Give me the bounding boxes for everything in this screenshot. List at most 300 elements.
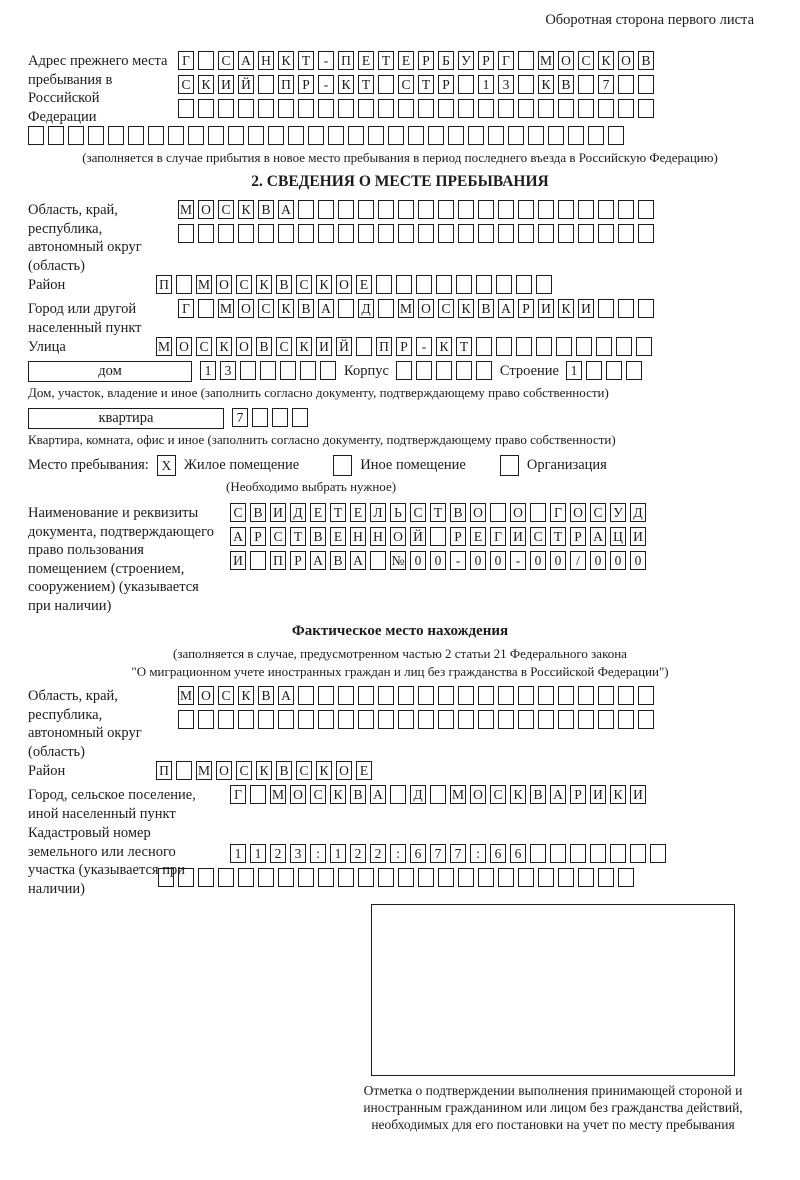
char-box[interactable]: К: [316, 761, 332, 780]
char-box[interactable]: У: [610, 503, 626, 522]
char-box[interactable]: 1: [330, 844, 346, 863]
char-box[interactable]: [108, 126, 124, 145]
char-box[interactable]: С: [178, 75, 194, 94]
char-box[interactable]: [198, 224, 214, 243]
char-box[interactable]: 1: [478, 75, 494, 94]
char-box[interactable]: [318, 686, 334, 705]
char-box[interactable]: [158, 868, 174, 887]
char-box[interactable]: М: [196, 275, 212, 294]
char-box[interactable]: [558, 686, 574, 705]
char-box[interactable]: [418, 868, 434, 887]
char-box[interactable]: О: [336, 275, 352, 294]
char-box[interactable]: [558, 868, 574, 887]
char-box[interactable]: [248, 126, 264, 145]
char-box[interactable]: [458, 868, 474, 887]
char-box[interactable]: [258, 99, 274, 118]
char-box[interactable]: В: [276, 761, 292, 780]
char-box[interactable]: А: [498, 299, 514, 318]
house-widebox[interactable]: дом: [28, 361, 192, 382]
char-box[interactable]: П: [156, 275, 172, 294]
char-box[interactable]: [438, 686, 454, 705]
char-box[interactable]: 1: [250, 844, 266, 863]
char-box[interactable]: [518, 224, 534, 243]
char-box[interactable]: [638, 686, 654, 705]
char-box[interactable]: О: [390, 527, 406, 546]
char-box[interactable]: Т: [358, 75, 374, 94]
char-box[interactable]: С: [590, 503, 606, 522]
char-box[interactable]: 0: [470, 551, 486, 570]
char-box[interactable]: [376, 275, 392, 294]
char-box[interactable]: [258, 710, 274, 729]
char-box[interactable]: [398, 686, 414, 705]
char-box[interactable]: О: [176, 337, 192, 356]
char-box[interactable]: [278, 710, 294, 729]
char-box[interactable]: 3: [498, 75, 514, 94]
char-box[interactable]: [488, 126, 504, 145]
char-box[interactable]: С: [530, 527, 546, 546]
char-box[interactable]: М: [178, 200, 194, 219]
char-box[interactable]: С: [310, 785, 326, 804]
char-box[interactable]: [208, 126, 224, 145]
char-box[interactable]: [218, 868, 234, 887]
char-box[interactable]: [318, 710, 334, 729]
char-box[interactable]: [168, 126, 184, 145]
char-box[interactable]: [178, 710, 194, 729]
char-box[interactable]: [496, 275, 512, 294]
char-box[interactable]: [478, 710, 494, 729]
char-box[interactable]: [536, 337, 552, 356]
char-box[interactable]: В: [310, 527, 326, 546]
char-box[interactable]: 0: [590, 551, 606, 570]
char-box[interactable]: [250, 785, 266, 804]
char-box[interactable]: [416, 275, 432, 294]
char-box[interactable]: [458, 710, 474, 729]
char-box[interactable]: [258, 224, 274, 243]
char-box[interactable]: [518, 51, 534, 70]
char-box[interactable]: [586, 361, 602, 380]
char-box[interactable]: К: [256, 761, 272, 780]
char-box[interactable]: М: [270, 785, 286, 804]
char-box[interactable]: [618, 200, 634, 219]
char-box[interactable]: [378, 710, 394, 729]
char-box[interactable]: -: [318, 75, 334, 94]
char-box[interactable]: [556, 337, 572, 356]
char-box[interactable]: М: [218, 299, 234, 318]
char-box[interactable]: [548, 126, 564, 145]
char-box[interactable]: О: [618, 51, 634, 70]
char-box[interactable]: Р: [250, 527, 266, 546]
char-box[interactable]: [638, 75, 654, 94]
char-box[interactable]: И: [630, 527, 646, 546]
char-box[interactable]: К: [256, 275, 272, 294]
char-box[interactable]: [476, 275, 492, 294]
char-box[interactable]: [318, 224, 334, 243]
char-box[interactable]: О: [418, 299, 434, 318]
char-box[interactable]: [538, 868, 554, 887]
char-box[interactable]: [458, 200, 474, 219]
char-box[interactable]: К: [316, 275, 332, 294]
char-box[interactable]: Д: [358, 299, 374, 318]
char-box[interactable]: К: [458, 299, 474, 318]
char-box[interactable]: [538, 200, 554, 219]
checkbox-organization[interactable]: [500, 455, 519, 476]
char-box[interactable]: [88, 126, 104, 145]
char-box[interactable]: [68, 126, 84, 145]
char-box[interactable]: [298, 99, 314, 118]
char-box[interactable]: [478, 99, 494, 118]
char-box[interactable]: И: [218, 75, 234, 94]
char-box[interactable]: [218, 99, 234, 118]
char-box[interactable]: Г: [550, 503, 566, 522]
char-box[interactable]: П: [338, 51, 354, 70]
char-box[interactable]: 7: [232, 408, 248, 427]
char-box[interactable]: Р: [570, 527, 586, 546]
char-box[interactable]: [498, 710, 514, 729]
char-box[interactable]: -: [318, 51, 334, 70]
char-box[interactable]: И: [316, 337, 332, 356]
char-box[interactable]: П: [270, 551, 286, 570]
char-box[interactable]: [570, 844, 586, 863]
char-box[interactable]: [430, 527, 446, 546]
char-box[interactable]: О: [216, 275, 232, 294]
char-box[interactable]: [378, 200, 394, 219]
char-box[interactable]: [558, 224, 574, 243]
char-box[interactable]: К: [278, 51, 294, 70]
char-box[interactable]: О: [198, 686, 214, 705]
char-box[interactable]: 6: [410, 844, 426, 863]
char-box[interactable]: [576, 337, 592, 356]
char-box[interactable]: [358, 224, 374, 243]
char-box[interactable]: [538, 224, 554, 243]
char-box[interactable]: Г: [178, 51, 194, 70]
char-box[interactable]: В: [638, 51, 654, 70]
char-box[interactable]: Р: [438, 75, 454, 94]
char-box[interactable]: [458, 75, 474, 94]
char-box[interactable]: [418, 686, 434, 705]
char-box[interactable]: [498, 200, 514, 219]
char-box[interactable]: Д: [410, 785, 426, 804]
char-box[interactable]: [438, 224, 454, 243]
char-box[interactable]: [618, 686, 634, 705]
char-box[interactable]: Ц: [610, 527, 626, 546]
char-box[interactable]: О: [236, 337, 252, 356]
char-box[interactable]: Г: [498, 51, 514, 70]
char-box[interactable]: В: [350, 785, 366, 804]
char-box[interactable]: [318, 868, 334, 887]
char-box[interactable]: У: [458, 51, 474, 70]
char-box[interactable]: [238, 224, 254, 243]
char-box[interactable]: [598, 200, 614, 219]
char-box[interactable]: [238, 710, 254, 729]
char-box[interactable]: [188, 126, 204, 145]
char-box[interactable]: К: [216, 337, 232, 356]
char-box[interactable]: [516, 337, 532, 356]
char-box[interactable]: В: [558, 75, 574, 94]
char-box[interactable]: [398, 200, 414, 219]
char-box[interactable]: :: [310, 844, 326, 863]
char-box[interactable]: [458, 99, 474, 118]
char-box[interactable]: [378, 224, 394, 243]
char-box[interactable]: [518, 710, 534, 729]
char-box[interactable]: [598, 686, 614, 705]
checkbox-other-premises[interactable]: [333, 455, 352, 476]
char-box[interactable]: [292, 408, 308, 427]
char-box[interactable]: [530, 844, 546, 863]
char-box[interactable]: [338, 224, 354, 243]
char-box[interactable]: И: [590, 785, 606, 804]
char-box[interactable]: [390, 785, 406, 804]
char-box[interactable]: К: [538, 75, 554, 94]
char-box[interactable]: И: [578, 299, 594, 318]
char-box[interactable]: [508, 126, 524, 145]
char-box[interactable]: [468, 126, 484, 145]
char-box[interactable]: [218, 710, 234, 729]
char-box[interactable]: [618, 299, 634, 318]
char-box[interactable]: В: [330, 551, 346, 570]
char-box[interactable]: [300, 361, 316, 380]
char-box[interactable]: [630, 844, 646, 863]
char-box[interactable]: 0: [630, 551, 646, 570]
char-box[interactable]: М: [398, 299, 414, 318]
char-box[interactable]: [538, 710, 554, 729]
char-box[interactable]: С: [236, 275, 252, 294]
char-box[interactable]: [178, 868, 194, 887]
char-box[interactable]: [496, 337, 512, 356]
char-box[interactable]: [558, 200, 574, 219]
char-box[interactable]: Б: [438, 51, 454, 70]
char-box[interactable]: Т: [378, 51, 394, 70]
char-box[interactable]: №: [390, 551, 406, 570]
char-box[interactable]: [398, 868, 414, 887]
char-box[interactable]: [478, 224, 494, 243]
char-box[interactable]: [598, 224, 614, 243]
char-box[interactable]: [318, 99, 334, 118]
char-box[interactable]: [636, 337, 652, 356]
char-box[interactable]: А: [318, 299, 334, 318]
char-box[interactable]: [536, 275, 552, 294]
char-box[interactable]: -: [450, 551, 466, 570]
char-box[interactable]: А: [350, 551, 366, 570]
char-box[interactable]: [618, 710, 634, 729]
char-box[interactable]: 2: [350, 844, 366, 863]
char-box[interactable]: К: [436, 337, 452, 356]
char-box[interactable]: 6: [510, 844, 526, 863]
char-box[interactable]: О: [216, 761, 232, 780]
char-box[interactable]: [578, 75, 594, 94]
char-box[interactable]: [198, 51, 214, 70]
char-box[interactable]: [368, 126, 384, 145]
char-box[interactable]: И: [230, 551, 246, 570]
char-box[interactable]: [516, 275, 532, 294]
char-box[interactable]: К: [296, 337, 312, 356]
char-box[interactable]: [338, 299, 354, 318]
char-box[interactable]: [298, 710, 314, 729]
char-box[interactable]: [298, 686, 314, 705]
char-box[interactable]: /: [570, 551, 586, 570]
char-box[interactable]: Г: [490, 527, 506, 546]
char-box[interactable]: [198, 299, 214, 318]
char-box[interactable]: [598, 868, 614, 887]
char-box[interactable]: [578, 710, 594, 729]
checkbox-residential[interactable]: X: [157, 455, 176, 476]
char-box[interactable]: М: [178, 686, 194, 705]
char-box[interactable]: [358, 710, 374, 729]
char-box[interactable]: [578, 224, 594, 243]
char-box[interactable]: [398, 710, 414, 729]
char-box[interactable]: Й: [238, 75, 254, 94]
char-box[interactable]: П: [278, 75, 294, 94]
char-box[interactable]: [148, 126, 164, 145]
apartment-widebox[interactable]: квартира: [28, 408, 224, 429]
char-box[interactable]: [430, 785, 446, 804]
char-box[interactable]: [408, 126, 424, 145]
char-box[interactable]: [596, 337, 612, 356]
char-box[interactable]: К: [510, 785, 526, 804]
char-box[interactable]: [318, 200, 334, 219]
char-box[interactable]: [128, 126, 144, 145]
char-box[interactable]: В: [478, 299, 494, 318]
char-box[interactable]: [518, 75, 534, 94]
char-box[interactable]: [48, 126, 64, 145]
char-box[interactable]: [358, 686, 374, 705]
char-box[interactable]: 7: [430, 844, 446, 863]
char-box[interactable]: [298, 200, 314, 219]
char-box[interactable]: А: [278, 200, 294, 219]
char-box[interactable]: [176, 761, 192, 780]
char-box[interactable]: [252, 408, 268, 427]
char-box[interactable]: [598, 99, 614, 118]
char-box[interactable]: [198, 710, 214, 729]
char-box[interactable]: 0: [490, 551, 506, 570]
char-box[interactable]: О: [558, 51, 574, 70]
char-box[interactable]: Т: [430, 503, 446, 522]
char-box[interactable]: [618, 99, 634, 118]
char-box[interactable]: [530, 503, 546, 522]
char-box[interactable]: [578, 200, 594, 219]
char-box[interactable]: О: [290, 785, 306, 804]
char-box[interactable]: А: [230, 527, 246, 546]
char-box[interactable]: С: [258, 299, 274, 318]
char-box[interactable]: [358, 99, 374, 118]
char-box[interactable]: [260, 361, 276, 380]
char-box[interactable]: [378, 868, 394, 887]
char-box[interactable]: С: [296, 275, 312, 294]
char-box[interactable]: [626, 361, 642, 380]
char-box[interactable]: А: [238, 51, 254, 70]
char-box[interactable]: [638, 224, 654, 243]
char-box[interactable]: [490, 503, 506, 522]
char-box[interactable]: [618, 75, 634, 94]
char-box[interactable]: С: [410, 503, 426, 522]
char-box[interactable]: В: [530, 785, 546, 804]
char-box[interactable]: [320, 361, 336, 380]
char-box[interactable]: 0: [610, 551, 626, 570]
char-box[interactable]: -: [510, 551, 526, 570]
char-box[interactable]: И: [538, 299, 554, 318]
char-box[interactable]: [518, 686, 534, 705]
char-box[interactable]: А: [310, 551, 326, 570]
char-box[interactable]: [378, 686, 394, 705]
char-box[interactable]: [288, 126, 304, 145]
char-box[interactable]: [418, 200, 434, 219]
char-box[interactable]: О: [470, 503, 486, 522]
char-box[interactable]: С: [270, 527, 286, 546]
char-box[interactable]: [280, 361, 296, 380]
char-box[interactable]: А: [278, 686, 294, 705]
char-box[interactable]: М: [450, 785, 466, 804]
char-box[interactable]: Т: [298, 51, 314, 70]
char-box[interactable]: 1: [200, 361, 216, 380]
char-box[interactable]: [578, 99, 594, 118]
char-box[interactable]: [378, 99, 394, 118]
char-box[interactable]: С: [218, 686, 234, 705]
char-box[interactable]: [396, 361, 412, 380]
char-box[interactable]: [448, 126, 464, 145]
char-box[interactable]: Й: [410, 527, 426, 546]
char-box[interactable]: [338, 710, 354, 729]
char-box[interactable]: [650, 844, 666, 863]
char-box[interactable]: [498, 868, 514, 887]
char-box[interactable]: [258, 75, 274, 94]
char-box[interactable]: Л: [370, 503, 386, 522]
char-box[interactable]: [438, 868, 454, 887]
char-box[interactable]: Н: [258, 51, 274, 70]
char-box[interactable]: 7: [450, 844, 466, 863]
char-box[interactable]: М: [196, 761, 212, 780]
char-box[interactable]: К: [238, 200, 254, 219]
char-box[interactable]: А: [550, 785, 566, 804]
char-box[interactable]: [558, 99, 574, 118]
char-box[interactable]: П: [156, 761, 172, 780]
char-box[interactable]: И: [630, 785, 646, 804]
char-box[interactable]: [538, 686, 554, 705]
char-box[interactable]: О: [510, 503, 526, 522]
char-box[interactable]: [638, 710, 654, 729]
char-box[interactable]: К: [338, 75, 354, 94]
char-box[interactable]: [348, 126, 364, 145]
char-box[interactable]: [268, 126, 284, 145]
char-box[interactable]: [638, 99, 654, 118]
char-box[interactable]: С: [230, 503, 246, 522]
char-box[interactable]: [388, 126, 404, 145]
char-box[interactable]: [370, 551, 386, 570]
char-box[interactable]: В: [250, 503, 266, 522]
char-box[interactable]: О: [336, 761, 352, 780]
char-box[interactable]: М: [538, 51, 554, 70]
char-box[interactable]: С: [236, 761, 252, 780]
char-box[interactable]: В: [258, 686, 274, 705]
char-box[interactable]: [578, 686, 594, 705]
char-box[interactable]: 0: [530, 551, 546, 570]
char-box[interactable]: Т: [290, 527, 306, 546]
char-box[interactable]: [240, 361, 256, 380]
char-box[interactable]: Г: [178, 299, 194, 318]
char-box[interactable]: К: [238, 686, 254, 705]
char-box[interactable]: 3: [220, 361, 236, 380]
char-box[interactable]: Р: [450, 527, 466, 546]
char-box[interactable]: [618, 868, 634, 887]
char-box[interactable]: [278, 868, 294, 887]
char-box[interactable]: [456, 275, 472, 294]
char-box[interactable]: [396, 275, 412, 294]
char-box[interactable]: Е: [470, 527, 486, 546]
char-box[interactable]: Р: [418, 51, 434, 70]
char-box[interactable]: [398, 224, 414, 243]
char-box[interactable]: Г: [230, 785, 246, 804]
char-box[interactable]: [590, 844, 606, 863]
char-box[interactable]: [456, 361, 472, 380]
char-box[interactable]: К: [330, 785, 346, 804]
